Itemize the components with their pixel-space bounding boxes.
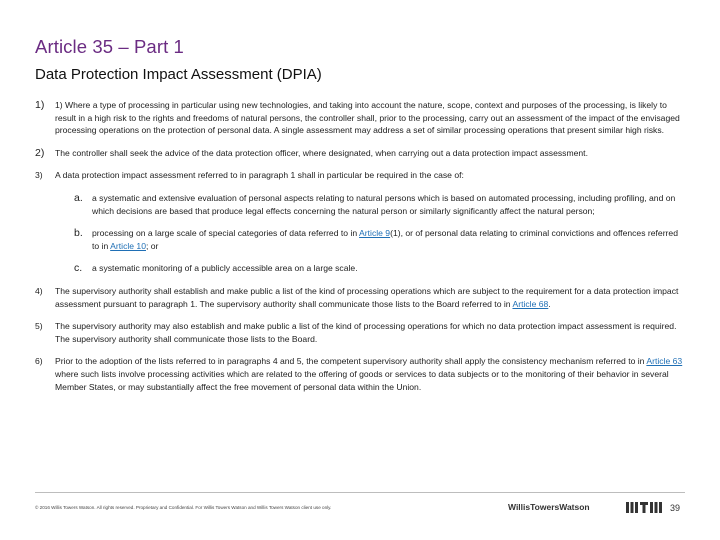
paragraph-text-start: Prior to the adoption of the lists referred to in paragraphs 4 and 5, the competent supervisory authority shall apply the consistency mechanism referred to in [55,356,647,367]
paragraph-number: 6) [35,356,43,367]
paragraph-number: 5) [35,321,43,332]
paragraph-number: 2) [35,146,45,159]
subparagraph-letter: c. [74,262,83,275]
brand-wordmark: WillisTowersWatson [508,502,590,512]
page-subtitle: Data Protection Impact Assessment (DPIA) [35,66,322,83]
paragraph-number: 1) [35,99,45,111]
subparagraph-text-middle: (1), or of personal data relating to criminal convictions and offences referred to in [92,228,678,251]
paragraph-text-end: . [548,298,551,309]
paragraph-text: 1) Where a type of processing in particular using new technologies, and taking into account the nature, scope, context and purposes of the processing, is likely to result in a high risk to the rights and freedoms of natural persons, the controller shall, prior to the processing, carry out an assessment of the impact of the envisaged processing operations on the protection of personal data. A single assessment may address a set of similar processing operations that present similar high risks. [55,100,680,136]
subparagraph-text: a systematic and extensive evaluation of personal aspects relating to natural persons which is based on automated processing, including profiling, and on which decisions are based that produce legal effects concerning the natural person or similarly significantly affect the natural person; [92,192,676,216]
paragraph-1 [35,99,685,137]
paragraph-text-end: where such lists involve processing activities which are related to the offering of goods or services to data subjects or to the monitoring of their behavior in several Member States, or may substantially affect the free movement of personal data within the Union. [55,368,669,392]
subparagraph-letter: b. [74,227,83,240]
paragraph-4 [35,285,685,310]
paragraph-3 [35,169,685,182]
footer-copyright: © 2016 Willis Towers Watson. All rights reserved. Proprietary and Confidential. For Willis Towers Watson and Willis Towers Watson client use only. [35,505,332,510]
paragraph-text: A data protection impact assessment referred to in paragraph 1 shall in particular be required in the case of: [55,170,464,181]
subparagraph-b [35,227,685,252]
wtw-bars-icon [626,502,662,513]
subparagraph-text-start: processing on a large scale of special categories of data referred to in [92,228,360,239]
paragraph-number: 3) [35,170,43,181]
page-title: Article 35 – Part 1 [35,36,184,57]
paragraph-text: The controller shall seek the advice of the data protection officer, where designated, when carrying out a data protection impact assessment. [55,147,588,158]
paragraph-text-start: The supervisory authority shall establish and make public a list of the kind of processing operations which are subject to the requirement for a data protection impact assessment pursuant to paragraph 1. The supervisory authority shall communicate those lists to the Board referred to in [55,285,679,309]
article-68-link[interactable]: Article 68 [512,298,549,309]
subparagraph-a [35,192,685,217]
paragraph-5 [35,320,685,345]
article-body [35,99,685,403]
footer-divider [35,492,685,493]
article-63-link[interactable]: Article 63 [646,356,683,367]
subparagraph-letter: a. [74,191,83,204]
page-number: 39 [670,503,681,513]
subparagraph-text: a systematic monitoring of a publicly accessible area on a large scale. [92,263,358,274]
paragraph-number: 4) [35,285,43,296]
paragraph-2 [35,147,685,160]
article-10-link[interactable]: Article 10 [110,240,146,251]
paragraph-6 [35,355,685,393]
article-9-link[interactable]: Article 9 [359,228,391,239]
paragraph-text: The supervisory authority may also establish and make public a list of the kind of processing operations for which no data protection impact assessment is required. The supervisory authority shall communicate those lists to the Board. [55,321,677,344]
subparagraph-text-end: ; or [146,240,159,251]
subparagraph-c [35,262,685,275]
